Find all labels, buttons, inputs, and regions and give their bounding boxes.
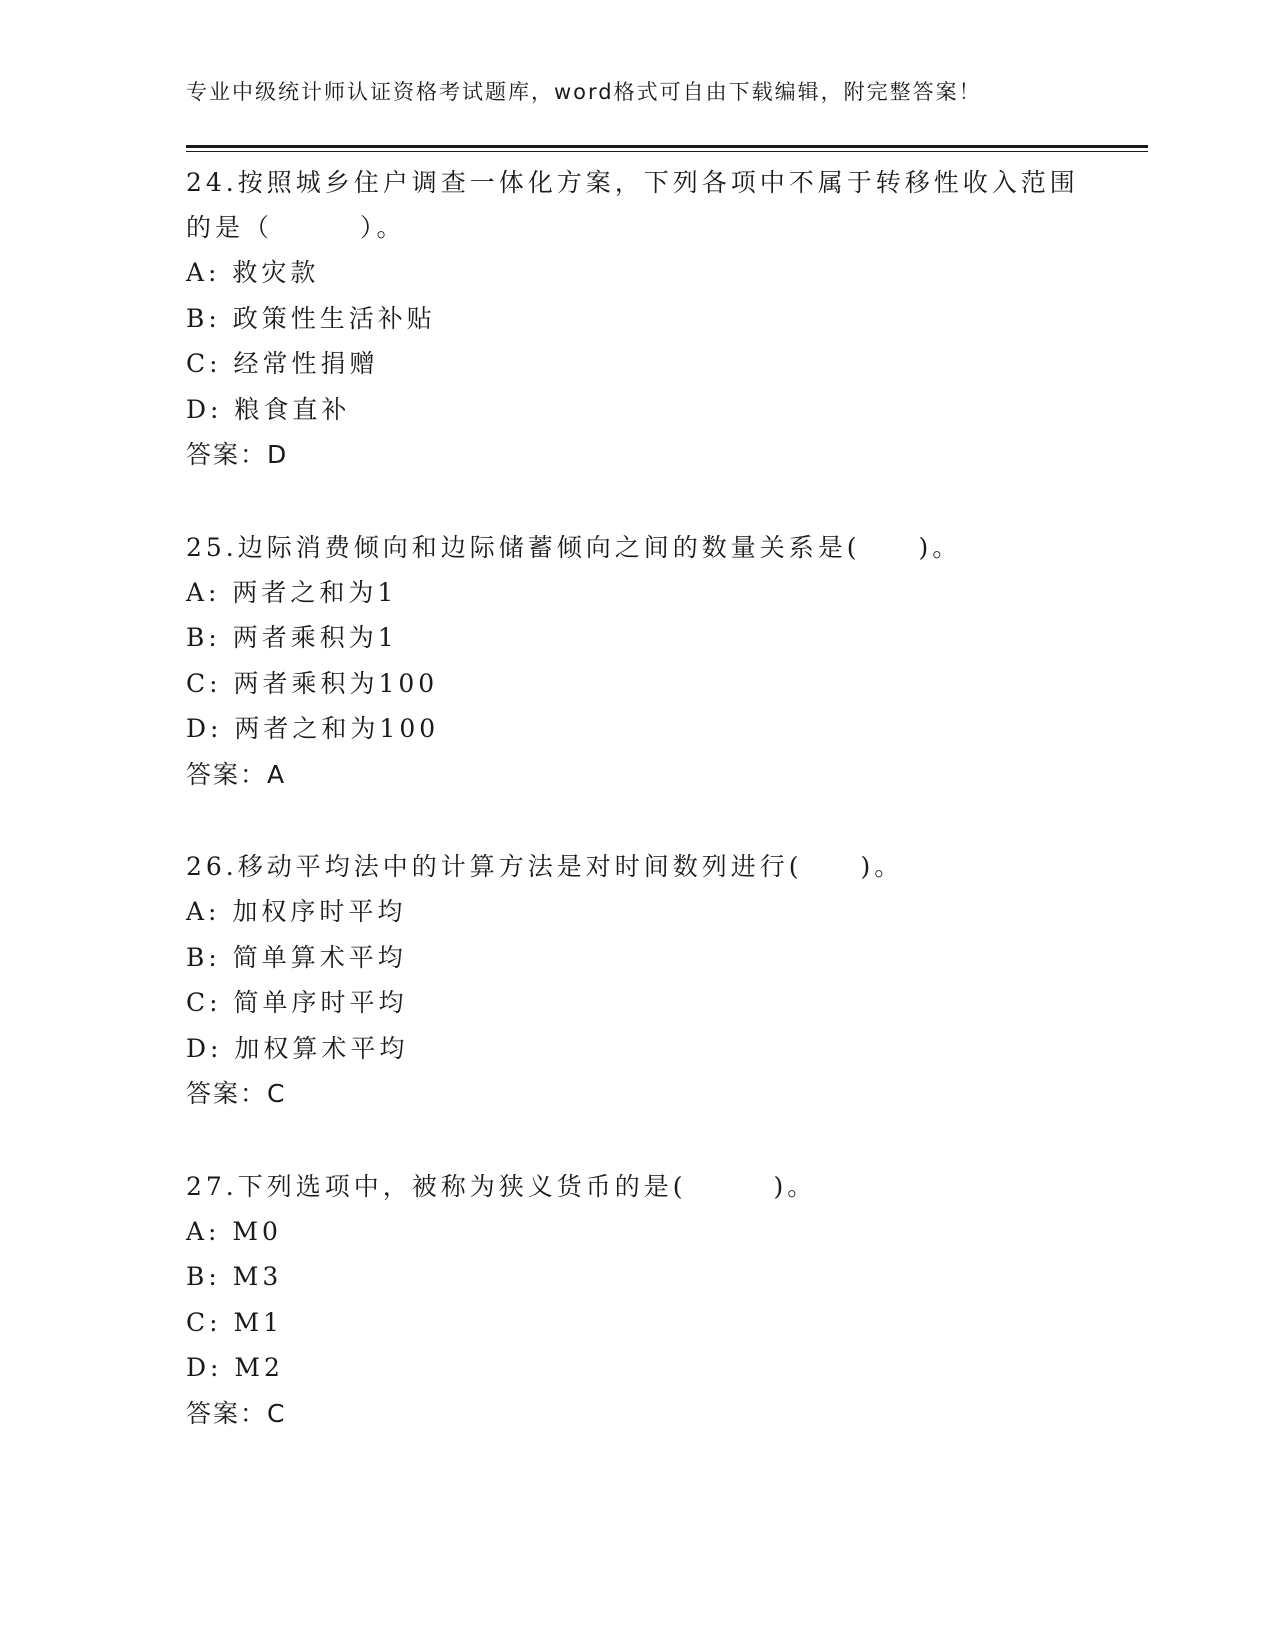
answer: 答案：C: [186, 1398, 287, 1428]
question-stem: 24.按照城乡住户调查一体化方案，下列各项中不属于转移性收入范围: [186, 168, 1079, 197]
page-header: 专业中级统计师认证资格考试题库，word格式可自由下载编辑，附完整答案！: [186, 80, 982, 104]
header-rule-thick: [186, 145, 1148, 148]
option-b: B: 两者乘积为1: [186, 623, 398, 652]
question-stem: 27.下列选项中，被称为狭义货币的是( )。: [186, 1171, 817, 1201]
option-a: A: 加权序时平均: [186, 897, 407, 926]
answer: 答案：D: [186, 440, 289, 469]
option-c: C: 经常性捐赠: [186, 349, 379, 378]
question-25: [186, 525, 1086, 798]
answer: 答案：A: [186, 759, 287, 789]
option-c: C: 两者乘积为100: [186, 668, 439, 698]
option-d: D: 两者之和为100: [186, 714, 440, 743]
question-stem: 25.边际消费倾向和边际储蓄倾向之间的数量关系是( )。: [186, 532, 962, 562]
question-24: [186, 160, 1086, 478]
option-c: C: 简单序时平均: [186, 988, 408, 1017]
option-b: B: 政策性生活补贴: [186, 303, 436, 333]
question-stem: 26.移动平均法中的计算方法是对时间数列进行( )。: [186, 852, 904, 881]
option-b: B: M3: [186, 1262, 283, 1291]
option-a: A: 救灾款: [186, 258, 320, 287]
header-rule-thin: [186, 151, 1148, 152]
question-list: [186, 160, 1086, 1483]
question-stem-continued: 的是（ ）。: [186, 213, 406, 242]
option-b: B: 简单算术平均: [186, 942, 407, 972]
option-d: D: 加权算术平均: [186, 1033, 409, 1063]
question-26: [186, 844, 1086, 1117]
question-27: [186, 1164, 1086, 1437]
answer: 答案：C: [186, 1079, 287, 1108]
option-c: C: M1: [186, 1307, 284, 1337]
option-a: A: M0: [186, 1216, 282, 1246]
option-a: A: 两者之和为1: [186, 577, 398, 607]
option-d: D: M2: [186, 1353, 284, 1382]
option-d: D: 粮食直补: [186, 394, 351, 424]
